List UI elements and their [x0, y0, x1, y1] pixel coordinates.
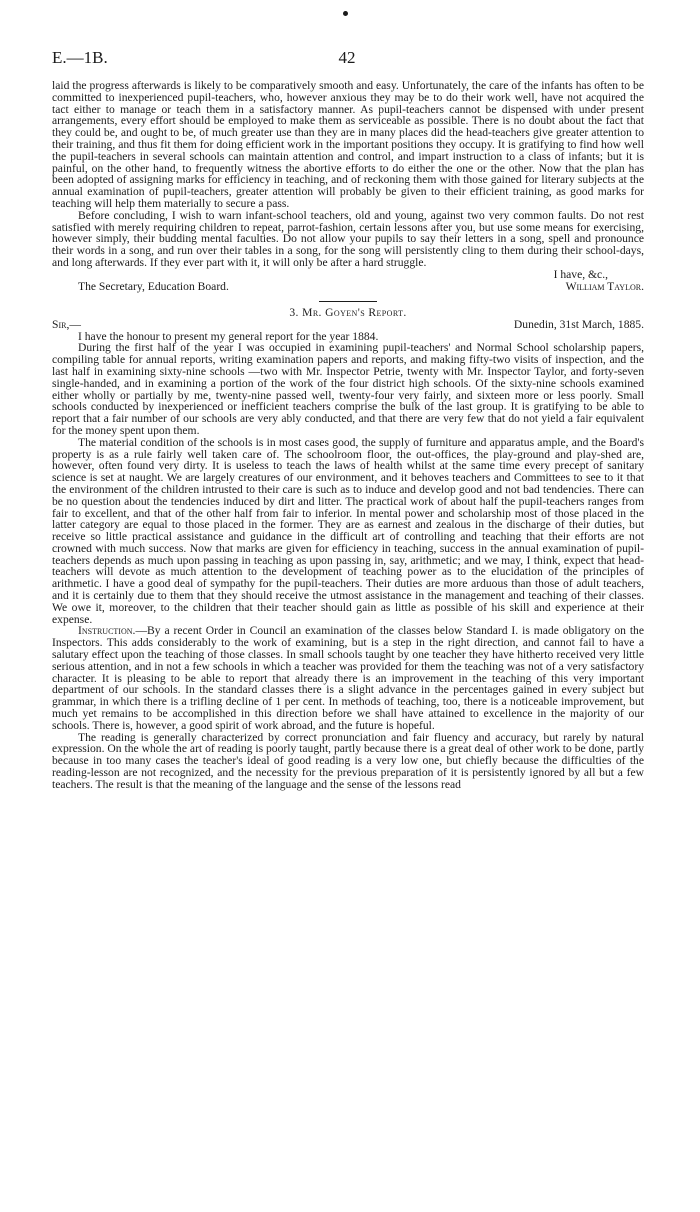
signature: William Taylor.: [565, 279, 644, 293]
paragraph-intro: I have the honour to present my general report for the year 1884.: [78, 329, 379, 343]
instruction-text: —By a recent Order in Council an examination of the classes below Standard I. is made obligatory on the Inspectors. This adds considerably to the work of examining, but is a step in the right direction, and cannot fail to have a salutary effect upon the teaching of those classes. In small schools taught by one teacher they have hitherto received very little serious attention, and in not a few schools in which a teacher was provided for them the teaching was not of a very satisfactory character. It is pleasing to be able to report that already there is an improvement in the teaching of this very important department of our schools. In the standard classes there is a slight advance in the percentages gained in every subject but grammar, in which there is a trifling decline of 1 per cent. In methods of teaching, too, there is a noticeable improvement, but much yet remains to be accomplished in this direction before we shall have attained to excellence in the majority of our schools. There is, however, a good spirit of work abroad, and the future is hopeful.: [52, 624, 644, 732]
paragraph-infant-teaching: laid the progress afterwards is likely to be comparatively smooth and easy. Unfortunately, the care of the infants has often to be committed to inexperienced pupil-teachers, who, however anxious they may be to do their work well, have not acquired the tact either to manage or teach them in a satisfactory manner. As pupil-teachers cannot be dispensed with under present arrangements, every effort should be employed to make them as serviceable as possible. There is no doubt about the fact that they could be, and ought to be, of much greater use than they are in many places did the head-teachers give greater attention to their training, and thus fit them for doing efficient work in the important positions they occupy. It is gratifying to find how well the pupil-teachers in several schools can maintain attention and control, and impart instruction to a class of infants; but it is painful, on the other hand, to frequently witness the abortive efforts to do either the one or the other. Now that the plan has been adopted of assigning marks for efficiency in teaching, and of reckoning them with those gained for literary subjects at the annual examination of pupil-teachers, greater attention will probably be given to their efficient training, as good marks for teaching will help them materially to secure a pass.: [52, 79, 644, 210]
closing-salutation: I have, &c.,: [553, 267, 608, 281]
paragraph-material-condition: The material condition of the schools is in most cases good, the supply of furniture and apparatus ample, and the Board's property is as a rule fairly well taken care of. The schoolroom floor, the out-offices, the play-ground and play-shed are, however, often found very dirty. It is useless to teach the laws of health whilst at the same time every precept of sanitary science is set at naught. We are largely creatures of our environment, and it behoves teachers and Committees to see to it that the environment of the children intrusted to their care is such as to induce and develop good and not bad tendencies. There can be no question about the tendencies induced by dirt and litter. The practical work of about half the pupil-teachers ranges from fair to excellent, and that of the other half from fair to inferior. In mental power and scholarship most of those placed in the latter category are equal to those placed in the former. They are as earnest and zealous in the discharge of their duties, but receive so little practical assistance and guidance in the difficult art of controlling and teaching that their efforts are not crowned with much success. Now that marks are given for efficiency in teaching, success in the annual examination of pupil-teachers depends as much upon passing in teaching as upon passing in, say, arithmetic; and we may, I think, expect that head-teachers will devote as much attention to the development of teaching power as to the elucidation of the principles of arithmetic. I have a good deal of sympathy for the pupil-teachers. Their duties are more arduous than those of adult teachers, and it is certainly due to them that they should receive the utmost assistance in the management and teaching of their classes. We owe it, moreover, to the children that their teacher should gain as little as possible of his skill and experience at their expense.: [52, 435, 644, 626]
paragraph-inspection-work: During the first half of the year I was occupied in examining pupil-teachers' and Normal School scholarship papers, compiling table for annual reports, writing examination papers and reports, and making fifty-two visits of inspection, and the last half in examining sixty-nine schools —two with Mr. Inspector Petrie, twenty with Mr. Inspector Taylor, and forty-seven single-handed, and in examining a portion of the work of the four district high schools. Of the sixty-nine schools examined either wholly or partially by me, twenty-nine passed well, twenty-four very fairly, and sixteen more or less poorly. Small schools conducted by inexperienced or inefficient teachers comprise the bulk of the last group. It is gratifying to be able to report that a fair number of our schools are very ably conducted, and that there are very few that do not yield a fair equivalent for the money spent upon them.: [52, 341, 644, 437]
salutation-line: [52, 319, 644, 331]
closing-line: [52, 269, 644, 281]
report-place-date: Dunedin, 31st March, 1885.: [513, 317, 644, 331]
page-body: [52, 80, 644, 791]
page-number: 42: [338, 48, 356, 67]
section-divider: [319, 301, 377, 302]
page-header: [52, 48, 642, 70]
report-salutation: Sir,—: [52, 317, 81, 331]
ink-dot: [343, 11, 348, 16]
instruction-heading: Instruction.: [78, 624, 136, 638]
paragraph-instruction: [52, 625, 644, 731]
document-reference: E.—1B.: [52, 48, 108, 67]
addressee: The Secretary, Education Board.: [78, 279, 229, 293]
paragraph-concluding: Before concluding, I wish to warn infant-school teachers, old and young, against two very common faults. Do not rest satisfied with merely requiring children to repeat, parrot-fashion, certain lessons after you, but use some means for exercising, however simply, their budding mental faculties. Do not allow your pupils to say their letters in a song, spell and pronounce their words in a song, and run over their tables in a song, for the song will persistently cling to them during their school-days, and long afterwards. If they ever part with it, it will only be after a hard struggle.: [52, 208, 644, 269]
report-title: 3. Mr. Goyen's Report.: [289, 305, 407, 319]
signature-line: [52, 281, 644, 293]
paragraph-reading: The reading is generally characterized by correct pronunciation and fair fluency and accuracy, but rarely by natural expression. On the whole the art of reading is poorly taught, partly because there is a great deal of other work to be done, partly because in too many cases the teacher's ideal of good reading is a very low one, but chiefly because the difficulties of the reading-lesson are not recognized, and the necessity for the previous preparation of it is persistently ignored by all but a few teachers. The result is that the meaning of the language and the sense of the lessons read: [52, 730, 644, 791]
